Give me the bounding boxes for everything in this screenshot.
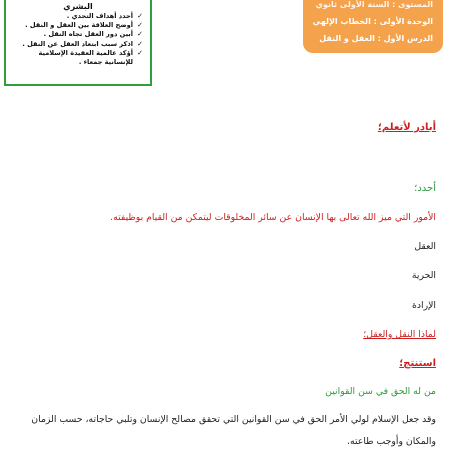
why-question: لماذا النقل والعقل؛ bbox=[363, 329, 436, 340]
lesson-info-box bbox=[303, 0, 443, 53]
objective-item bbox=[12, 40, 144, 49]
objective-text: للإنسانية جمعاء . bbox=[78, 58, 133, 67]
unit-line: الوحدة الأولى : الخطاب الإلهي bbox=[312, 17, 433, 26]
objective-text: أؤكد عالمية العقيدة الإسلامية bbox=[38, 48, 133, 57]
define-label: أحدد؛ bbox=[414, 183, 436, 194]
objective-item-continuation bbox=[12, 58, 144, 67]
objective-text: أحدد أهداف التحدي . bbox=[66, 12, 133, 20]
objective-item bbox=[12, 30, 144, 39]
section-title-initiate: أبادر لأتعلم؛ bbox=[377, 122, 436, 133]
checkmark-icon: ✓ bbox=[137, 48, 143, 57]
lesson-line: الدرس الأول : العقل و النقل bbox=[319, 34, 433, 43]
paragraph-line: وقد جعل الإسلام لولي الأمر الحق في سن القوانين التي تحقق مصالح الإنسان وتلبي حاجاته، حسب الزمان bbox=[31, 414, 436, 425]
objective-item bbox=[12, 49, 144, 58]
objective-text: أوضح العلاقة بين العقل و النقل . bbox=[25, 21, 133, 30]
objectives-heading: البشري bbox=[63, 2, 93, 11]
answer-item: العقل bbox=[414, 241, 436, 252]
objective-text: أبين دور العقل تجاه النقل . bbox=[43, 30, 133, 39]
checkmark-icon: ✓ bbox=[137, 21, 143, 30]
objective-text: اذكر سبب ابتعاد العقل عن النقل . bbox=[22, 39, 133, 48]
section-title-conclude: استنتج؛ bbox=[399, 358, 436, 369]
sub-question: من له الحق في سن القوانين bbox=[325, 386, 436, 397]
objectives-box bbox=[4, 0, 152, 86]
checkmark-icon: ✓ bbox=[137, 39, 143, 48]
checkmark-icon: ✓ bbox=[137, 12, 143, 20]
question-text: الأمور التي ميز الله تعالى بها الإنسان عن سائر المخلوقات ليتمكن من القيام بوظيفته. bbox=[110, 212, 436, 223]
objective-item bbox=[12, 12, 144, 21]
answer-item: الحرية bbox=[411, 270, 436, 281]
paragraph-line: والمكان وأوجب طاعته. bbox=[347, 436, 436, 447]
checkmark-icon: ✓ bbox=[137, 30, 143, 39]
answer-item: الإرادة bbox=[412, 300, 436, 311]
level-line: المستوى : السنة الأولى ثانوي bbox=[315, 0, 433, 9]
